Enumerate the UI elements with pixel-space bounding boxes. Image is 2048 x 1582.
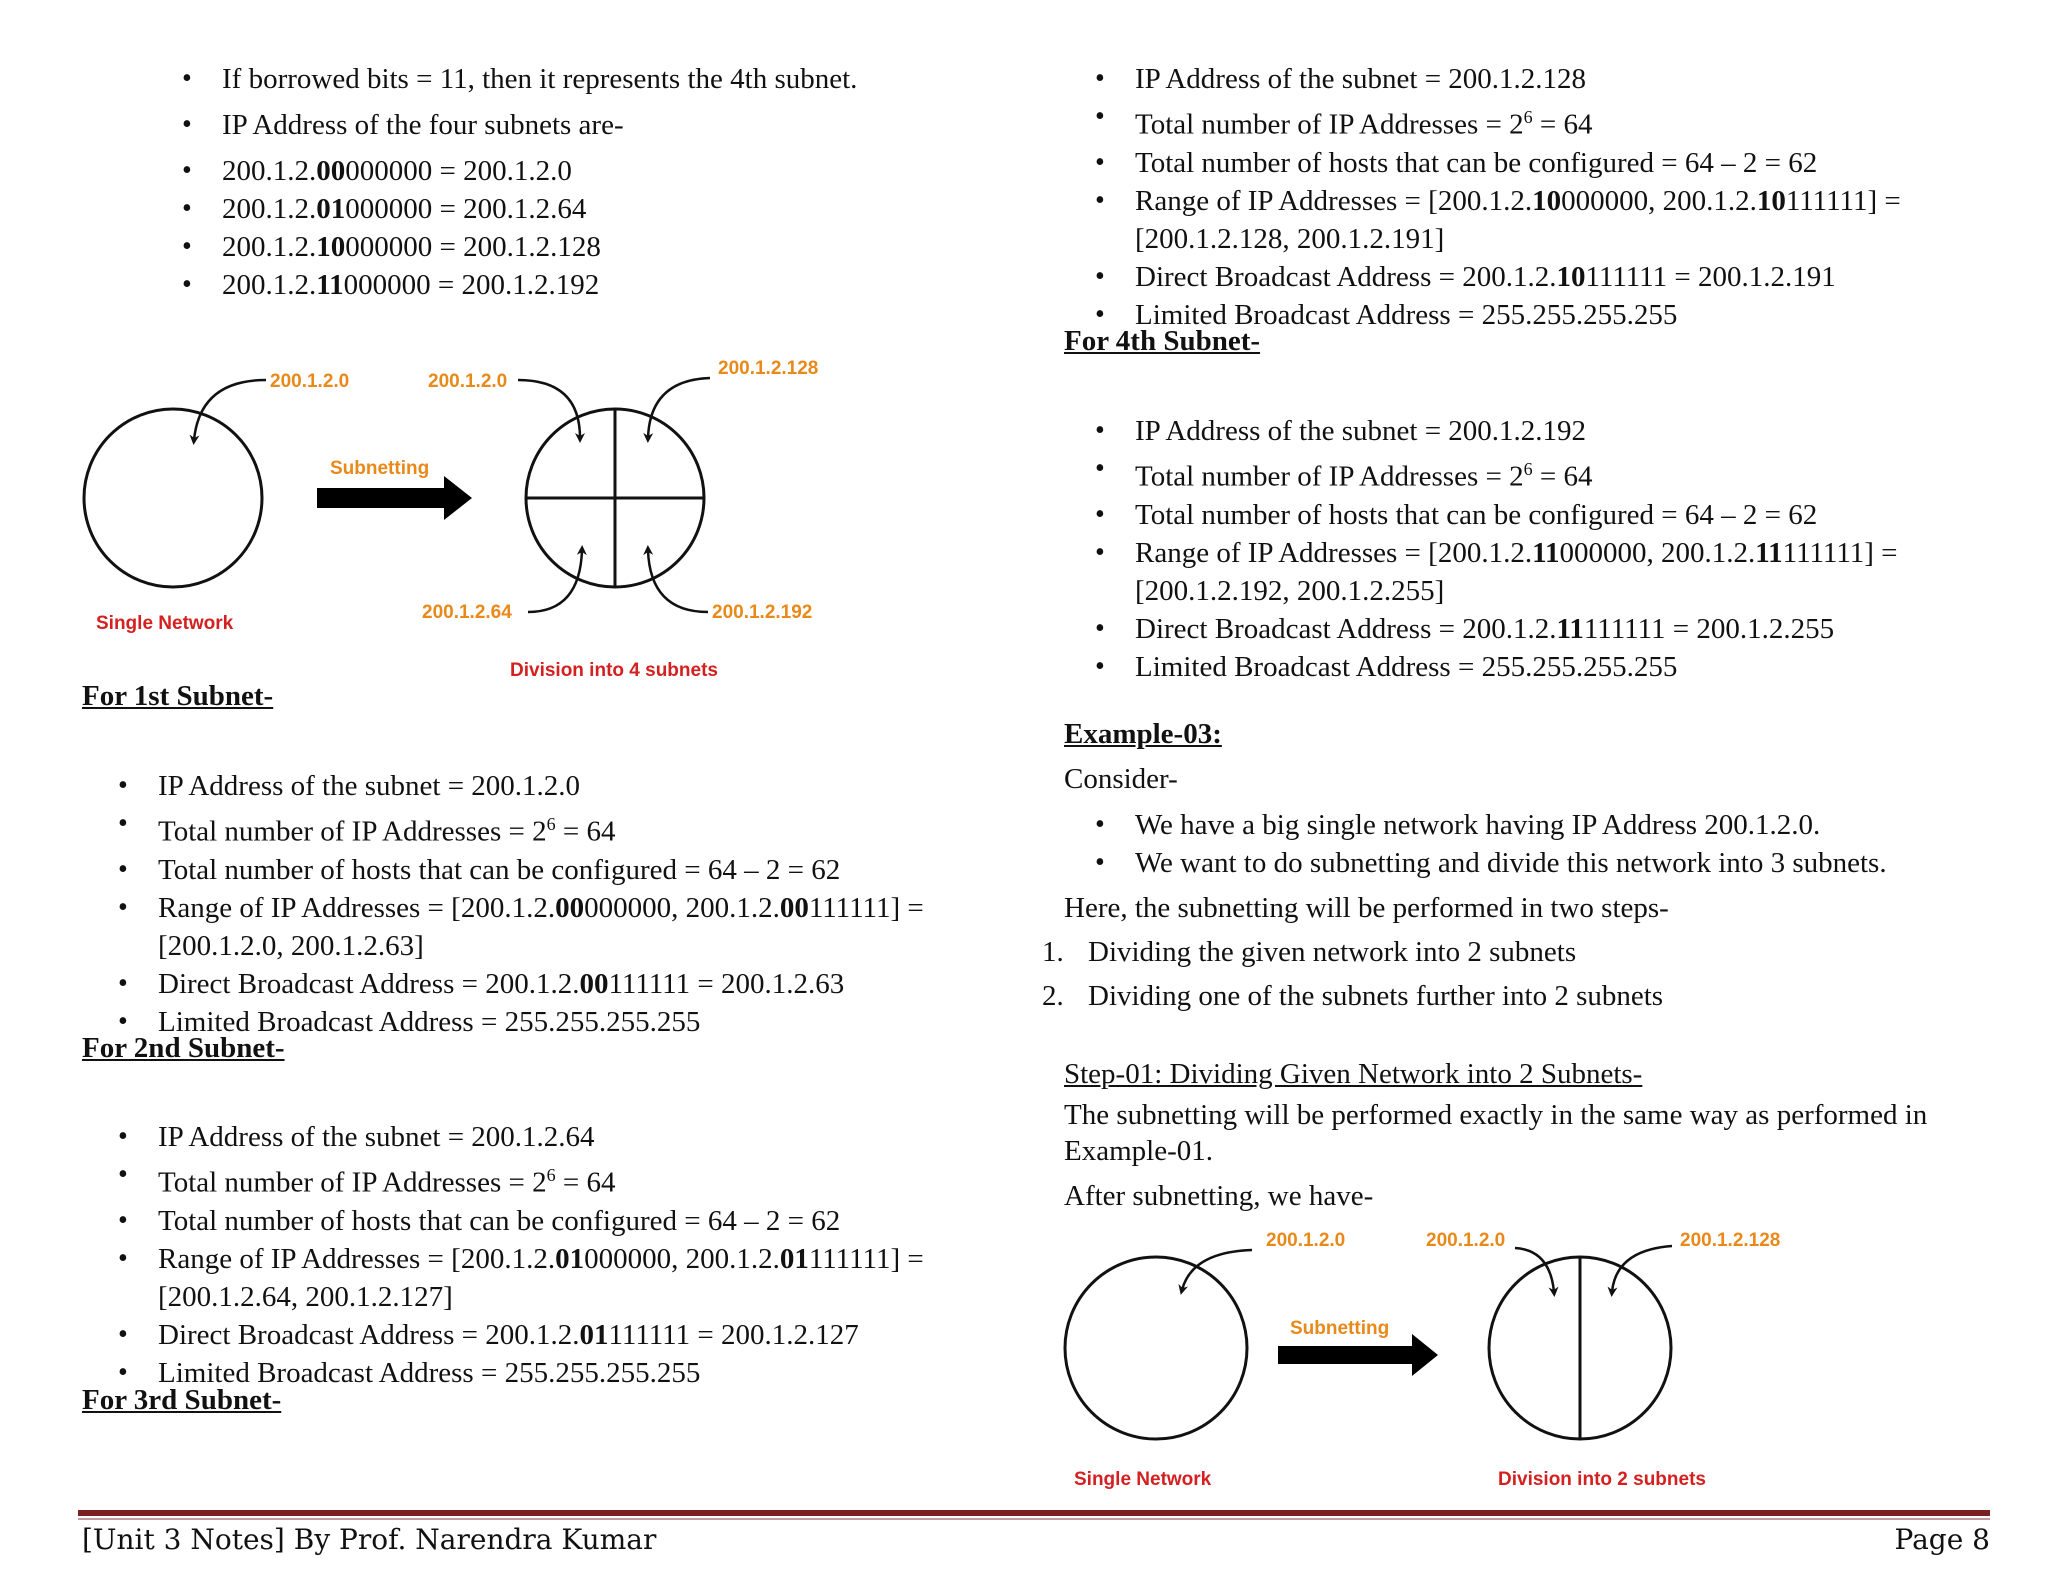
label-subnet-2: 200.1.2.128 [1680,1230,1781,1251]
label-single-ip: 200.1.2.0 [270,371,350,392]
label-single-ip: 200.1.2.0 [1266,1230,1346,1251]
list-item: • We want to do subnetting and divide this network into 3 subnets. [1135,844,2035,882]
list-item: • IP Address of the subnet = 200.1.2.192 [1135,412,2035,450]
list-item: • Total number of IP Addresses = $2^6 = 64$ [1135,98,2035,144]
arrow-label: Subnetting [330,458,430,479]
subnet-1-details [158,767,1028,1041]
list-item: 1. Dividing the given network into 2 subnets [1042,936,1577,968]
steps-list [1042,930,1988,1018]
list-item: • Total number of hosts that can be configured = 64 – 2 = 62 [158,1202,1028,1240]
page-number: Page 8 [1894,1523,1990,1556]
list-item: • Range of IP Addresses = [200.1.2.11000000, 200.1.2.11111111] = [200.1.2.192, 200.1.2.255] [1135,534,2035,610]
list-item: 2. Dividing one of the subnets further into 2 subnets [1042,980,1664,1012]
list-item: • IP Address of the subnet = 200.1.2.64 [158,1118,1028,1156]
curved-arrow [528,550,582,612]
subnet-3-details [1135,60,2035,334]
label-subnet-1: 200.1.2.0 [1426,1230,1506,1251]
right-column [1030,0,2048,1490]
step-01-paragraph: The subnetting will be performed exactly in the same way as performed in Example-01. [1064,1099,1928,1167]
single-network-circle [1065,1257,1247,1439]
list-item: • 200.1.2.11000000 = 200.1.2.192 [222,266,1022,304]
list-item: • Range of IP Addresses = [200.1.2.01000000, 200.1.2.01111111] = [200.1.2.64, 200.1.2.127] [158,1240,1028,1316]
subnetting-arrow [1278,1334,1438,1376]
list-item: • IP Address of the four subnets are- [222,106,1022,144]
footer-rule-thin [78,1518,1990,1520]
consider-text: Consider- [1064,763,1178,795]
list-item: • 200.1.2.01000000 = 200.1.2.64 [222,190,1022,228]
subnetting-diagram-2 [1050,1220,1781,1500]
list-item: • Limited Broadcast Address = 255.255.255.255 [158,1003,1028,1041]
steps-intro: Here, the subnetting will be performed in two steps- [1064,892,1669,924]
heading-subnet-2: For 2nd Subnet- [82,1032,285,1064]
list-item: • We have a big single network having IP Address 200.1.2.0. [1135,806,2035,844]
left-column [0,0,1030,1440]
list-item: • Total number of IP Addresses = $2^6 = 64$ [1135,450,2035,496]
list-item: • Range of IP Addresses = [200.1.2.10000000, 200.1.2.10111111] = [200.1.2.128, 200.1.2.191] [1135,182,2035,258]
list-item: • Direct Broadcast Address = 200.1.2.11111111 = 200.1.2.255 [1135,610,2035,648]
curved-arrow [1612,1246,1672,1292]
heading-example-03: Example-03: [1064,718,1222,750]
intro-bullet-list [222,60,1022,304]
list-item: • Total number of IP Addresses = $2^6 = 64$ [158,1156,1028,1202]
list-item: • Total number of hosts that can be configured = 64 – 2 = 62 [1135,144,2035,182]
label-subnet-3: 200.1.2.128 [718,358,819,379]
list-item: • Range of IP Addresses = [200.1.2.00000000, 200.1.2.00111111] = [200.1.2.0, 200.1.2.63] [158,889,1028,965]
caption-division: Division into 2 subnets [1498,1469,1706,1490]
heading-subnet-4: For 4th Subnet- [1064,325,1261,357]
list-item: • If borrowed bits = 11, then it represents the 4th subnet. [222,60,1022,98]
list-item: • Total number of IP Addresses = $2^6 = 64$ [158,805,1028,851]
list-item: • Direct Broadcast Address = 200.1.2.10111111 = 200.1.2.191 [1135,258,2035,296]
footer-rule [78,1510,1990,1516]
list-item: • Direct Broadcast Address = 200.1.2.00111111 = 200.1.2.63 [158,965,1028,1003]
caption-division: Division into 4 subnets [510,660,718,681]
single-network-circle [84,409,262,587]
label-subnet-2: 200.1.2.64 [422,602,512,623]
list-item: • Total number of hosts that can be configured = 64 – 2 = 62 [1135,496,2035,534]
list-item: • Limited Broadcast Address = 255.255.255.255 [1135,296,2035,334]
label-subnet-4: 200.1.2.192 [712,602,813,623]
step-01-heading: Step-01: Dividing Given Network into 2 Subnets- [1064,1058,1643,1090]
example-3-bullets [1135,806,2035,882]
after-subnetting-text: After subnetting, we have- [1064,1180,1374,1212]
list-item: • 200.1.2.00000000 = 200.1.2.0 [222,152,1022,190]
curved-arrow [518,380,580,438]
caption-single-network: Single Network [1074,1469,1212,1490]
list-item: • Direct Broadcast Address = 200.1.2.01111111 = 200.1.2.127 [158,1316,1028,1354]
caption-single-network: Single Network [96,613,234,634]
subnetting-arrow [317,476,472,520]
curved-arrow [648,378,710,438]
list-item: • IP Address of the subnet = 200.1.2.0 [158,767,1028,805]
subnetting-diagram-4 [70,350,850,690]
footer-title: [Unit 3 Notes] By Prof. Narendra Kumar [82,1523,657,1556]
subnet-4-details [1135,412,2035,686]
list-item: • Limited Broadcast Address = 255.255.255.255 [158,1354,1028,1392]
heading-subnet-1: For 1st Subnet- [82,680,274,712]
arrow-label: Subnetting [1290,1318,1390,1339]
heading-subnet-3: For 3rd Subnet- [82,1384,282,1416]
subnet-2-details [158,1118,1028,1392]
curved-arrow [1182,1250,1252,1290]
list-item: • 200.1.2.10000000 = 200.1.2.128 [222,228,1022,266]
list-item: • Total number of hosts that can be configured = 64 – 2 = 62 [158,851,1028,889]
list-item: • IP Address of the subnet = 200.1.2.128 [1135,60,2035,98]
list-item: • Limited Broadcast Address = 255.255.255.255 [1135,648,2035,686]
label-subnet-1: 200.1.2.0 [428,371,508,392]
